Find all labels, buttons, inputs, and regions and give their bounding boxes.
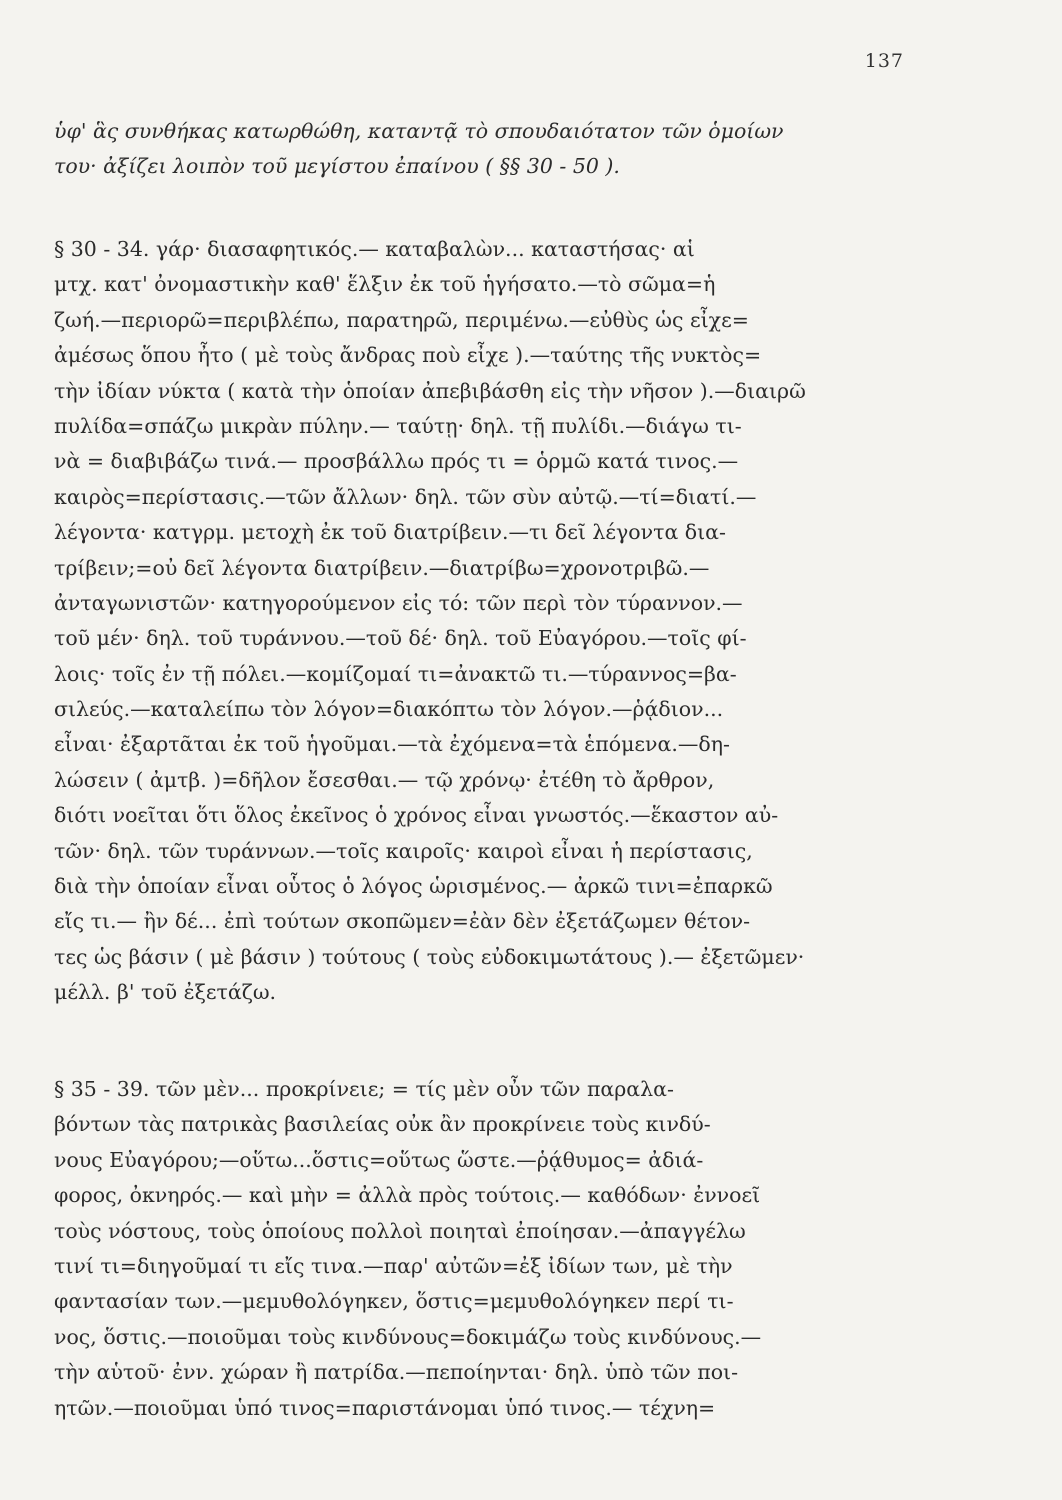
text-line: νος, ὅστις.—ποιοῦμαι τοὺς κινδύνους=δοκιμάζω τοὺς κινδύνους.— (54, 1324, 762, 1349)
text-line: ἀμέσως ὅπου ἦτο ( μὲ τοὺς ἄνδρας ποὺ εἶχε ).—ταύτης τῆς νυκτὸς= (54, 343, 762, 368)
page-number: 137 (864, 50, 904, 72)
text-line: ὑφ' ἃς συνθήκας κατωρθώθη, καταντᾷ τὸ σπουδαιότατον τῶν ὁμοίων (54, 119, 784, 143)
text-line: του· ἀξίζει λοιπὸν τοῦ μεγίστου ἐπαίνου ( §§ 30 - 50 ). (54, 154, 620, 179)
text-line: τοὺς νόστους, τοὺς ὁποίους πολλοὶ ποιηταὶ ἐποίησαν.—ἀπαγγέλω (54, 1218, 746, 1243)
text-line: νους Εὐαγόρου;—οὕτω...ὅστις=οὕτως ὥστε.—ῥᾴθυμος= ἀδιά- (54, 1147, 704, 1172)
text-line: νὰ = διαβιβάζω τινά.— προσβάλλω πρός τι = ὁρμῶ κατά τινος.— (54, 449, 739, 474)
text-line: τινί τι=διηγοῦμαί τι εἴς τινα.—παρ' αὐτῶν=ἐξ ἰδίων των, μὲ τὴν (54, 1253, 733, 1278)
text-line: τῶν· δηλ. τῶν τυράννων.—τοῖς καιροῖς· καιροὶ εἶναι ἡ περίστασις, (54, 838, 753, 863)
text-line: εἴς τι.— ἢν δέ... ἐπὶ τούτων σκοπῶμεν=ἐὰν δὲν ἐξετάζωμεν θέτον- (54, 909, 751, 934)
section-30-34 (54, 232, 920, 1011)
text-line: ζωή.—περιορῶ=περιβλέπω, παρατηρῶ, περιμένω.—εὐθὺς ὡς εἶχε= (54, 307, 749, 332)
text-line: μέλλ. β' τοῦ ἐξετάζω. (54, 980, 277, 1005)
text-line: τες ὡς βάσιν ( μὲ βάσιν ) τούτους ( τοὺς εὐδοκιμωτάτους ).— ἐξετῶμεν· (54, 944, 805, 969)
text-line: διὰ τὴν ὁποίαν εἶναι οὗτος ὁ λόγος ὡρισμένος.— ἀρκῶ τινι=ἐπαρκῶ (54, 874, 773, 899)
text-line: σιλεύς.—καταλείπω τὸν λόγον=διακόπτω τὸν λόγον.—ῥᾴδιον... (54, 697, 724, 722)
intro-paragraph (54, 114, 920, 185)
text-line: καιρὸς=περίστασις.—τῶν ἄλλων· δηλ. τῶν σὺν αὐτῷ.—τί=διατί.— (54, 484, 757, 509)
text-line: ἀνταγωνιστῶν· κατηγορούμενον εἰς τό: τῶν περὶ τὸν τύραννον.— (54, 590, 743, 615)
text-line: βόντων τὰς πατρικὰς βασιλείας οὐκ ἂν προκρίνειε τοὺς κινδύ- (54, 1112, 711, 1137)
text-line: τὴν αὑτοῦ· ἐνν. χώραν ἢ πατρίδα.—πεποίηνται· δηλ. ὑπὸ τῶν ποι- (54, 1360, 739, 1385)
text-line: § 30 - 34. γάρ· διασαφητικός.— καταβαλὼν... καταστήσας· αἱ (54, 237, 695, 261)
text-line: πυλίδα=σπάζω μικρὰν πύλην.— ταύτῃ· δηλ. τῇ πυλίδι.—διάγω τι- (54, 413, 742, 438)
section-35-39 (54, 1072, 920, 1426)
text-line: λώσειν ( ἀμτβ. )=δῆλον ἔσεσθαι.— τῷ χρόνῳ· ἐτέθη τὸ ἄρθρον, (54, 767, 715, 792)
text-line: φορος, ὀκνηρός.— καὶ μὴν = ἀλλὰ πρὸς τούτοις.— καθόδων· ἐννοεῖ (54, 1183, 761, 1208)
text-line: εἶναι· ἐξαρτᾶται ἐκ τοῦ ἡγοῦμαι.—τὰ ἐχόμενα=τὰ ἑπόμενα.—δη- (54, 732, 730, 757)
text-line: μτχ. κατ' ὀνομαστικὴν καθ' ἕλξιν ἐκ τοῦ ἡγήσατο.—τὸ σῶμα=ἡ (54, 272, 716, 297)
text-line: τρίβειν;=οὐ δεῖ λέγοντα διατρίβειν.—διατρίβω=χρονοτριβῶ.— (54, 555, 710, 580)
text-line: τοῦ μέν· δηλ. τοῦ τυράννου.—τοῦ δέ· δηλ. τοῦ Εὐαγόρου.—τοῖς φί- (54, 626, 747, 651)
text-line: λέγοντα· κατγρμ. μετοχὴ ἐκ τοῦ διατρίβειν.—τι δεῖ λέγοντα δια- (54, 520, 726, 545)
text-line: τὴν ἰδίαν νύκτα ( κατὰ τὴν ὁποίαν ἀπεβιβάσθη εἰς τὴν νῆσον ).—διαιρῶ (54, 378, 806, 403)
text-line: λοις· τοῖς ἐν τῇ πόλει.—κομίζομαί τι=ἀνακτῶ τι.—τύραννος=βα- (54, 661, 737, 686)
text-line: διότι νοεῖται ὅτι ὅλος ἐκεῖνος ὁ χρόνος εἶναι γνωστός.—ἕκαστον αὐ- (54, 803, 779, 828)
text-line: § 35 - 39. τῶν μὲν... προκρίνειε; = τίς μὲν οὖν τῶν παραλα- (54, 1077, 674, 1101)
text-line: ητῶν.—ποιοῦμαι ὑπό τινος=παριστάνομαι ὑπό τινος.— τέχνη= (54, 1395, 716, 1420)
text-line: φαντασίαν των.—μεμυθολόγηκεν, ὅστις=μεμυθολόγηκεν περί τι- (54, 1289, 734, 1314)
